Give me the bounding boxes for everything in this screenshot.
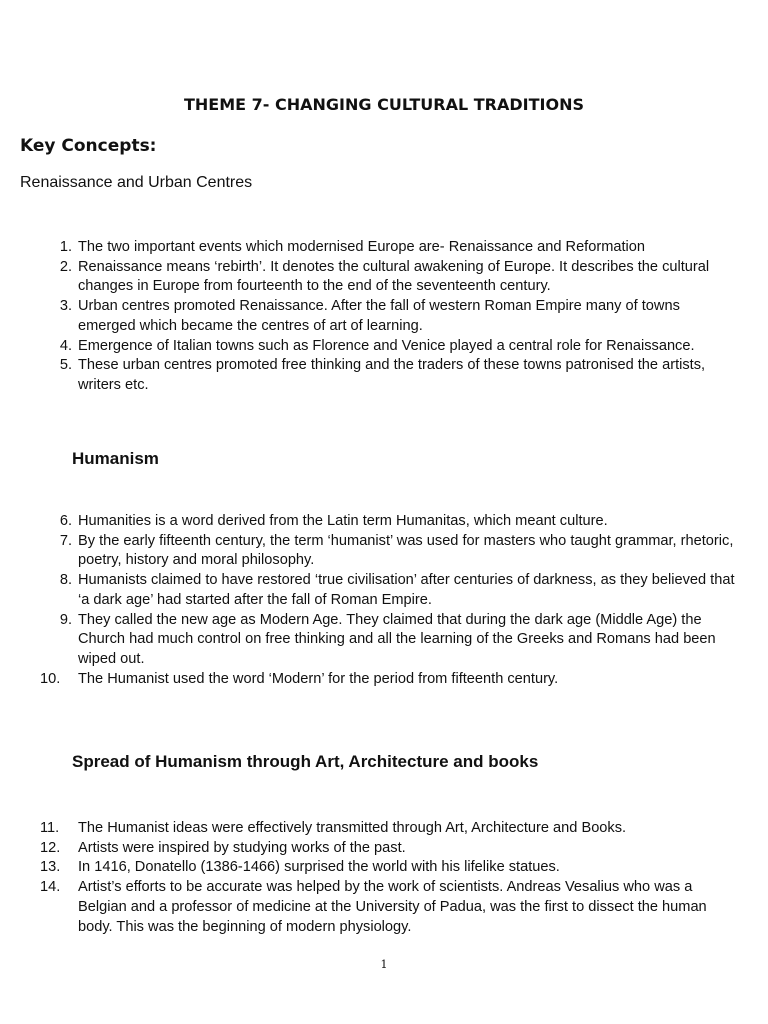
item-number: 9.: [59, 611, 72, 628]
list-item: [40, 571, 740, 610]
item-text: Artists were inspired by studying works of the past.: [78, 839, 406, 856]
list-item: [40, 878, 740, 937]
item-text: The two important events which modernised Europe are- Renaissance and Reformation: [78, 239, 646, 255]
item-text: Humanities is a word derived from the Latin term Humanitas, which meant culture.: [78, 513, 608, 529]
page-number: 1: [380, 958, 388, 971]
item-text: The Humanist used the word ‘Modern’ for the period from fifteenth century.: [78, 670, 559, 687]
list-item: [40, 356, 740, 395]
subtopic-heading: Renaissance and Urban Centres: [20, 174, 253, 191]
item-number: 7.: [59, 532, 72, 549]
list-item: [40, 839, 740, 859]
item-text: Humanists claimed to have restored ‘true civilisation’ after centuries of darkness, as they believed that ‘a dark age’ had started after the fall of Roman Empire.: [78, 572, 735, 608]
list-item: [40, 532, 740, 571]
item-number: 10.: [40, 670, 61, 687]
list-renaissance: [40, 238, 740, 396]
item-number: 13.: [40, 859, 61, 876]
list-item: [40, 297, 740, 336]
item-text: Emergence of Italian towns such as Florence and Venice played a central role for Renaissance.: [78, 337, 695, 354]
list-item: [40, 858, 740, 878]
section-heading-humanism: Humanism: [72, 449, 159, 468]
item-number: 2.: [59, 258, 72, 275]
item-text: Renaissance means ‘rebirth’. It denotes the cultural awakening of Europe. It describes the cultural changes in Europe from fourteenth to the end of the seventeenth century.: [78, 258, 710, 295]
item-number: 5.: [59, 357, 72, 374]
list-item: [40, 819, 740, 839]
section-heading-spread-of-humanism: Spread of Humanism through Art, Architecture and books: [72, 752, 539, 771]
item-number: 8.: [59, 572, 72, 589]
item-number: 3.: [59, 298, 72, 315]
item-number: 1.: [59, 239, 72, 255]
item-text: Artist’s efforts to be accurate was helped by the work of scientists. Andreas Vesalius who was a Belgian and a professor of medicine at the University of Padua, was the first to dissect the human body. This was the beginning of modern physiology.: [78, 879, 707, 935]
list-item: [40, 238, 740, 258]
list-item: [40, 337, 740, 357]
page-title: THEME 7- CHANGING CULTURAL TRADITIONS: [184, 95, 584, 114]
item-number: 11.: [40, 820, 60, 836]
item-text: Urban centres promoted Renaissance. After the fall of western Roman Empire many of towns emerged which became the centres of art of learning.: [78, 298, 680, 334]
list-item: [40, 670, 740, 690]
item-text: The Humanist ideas were effectively transmitted through Art, Architecture and Books.: [78, 820, 627, 836]
item-text: By the early fifteenth century, the term ‘humanist’ was used for masters who taught grammar, rhetoric, poetry, history and moral philosophy.: [78, 532, 734, 569]
key-concepts-heading: Key Concepts:: [20, 136, 157, 156]
item-number: 12.: [40, 839, 61, 856]
item-number: 4.: [59, 337, 72, 354]
list-item: [40, 258, 740, 297]
item-text: They called the new age as Modern Age. They claimed that during the dark age (Middle Age) the Church had much control on free thinking and all the learning of the Greeks and Romans had been wiped out.: [78, 611, 716, 667]
item-text: These urban centres promoted free thinking and the traders of these towns patronised the artists, writers etc.: [78, 357, 706, 393]
item-number: 6.: [59, 513, 72, 529]
list-humanism: [40, 512, 740, 689]
list-item: [40, 611, 740, 670]
list-spread-of-humanism: [40, 819, 740, 937]
item-text: In 1416, Donatello (1386-1466) surprised the world with his lifelike statues.: [78, 859, 560, 876]
list-item: [40, 512, 740, 532]
item-number: 14.: [40, 879, 61, 896]
